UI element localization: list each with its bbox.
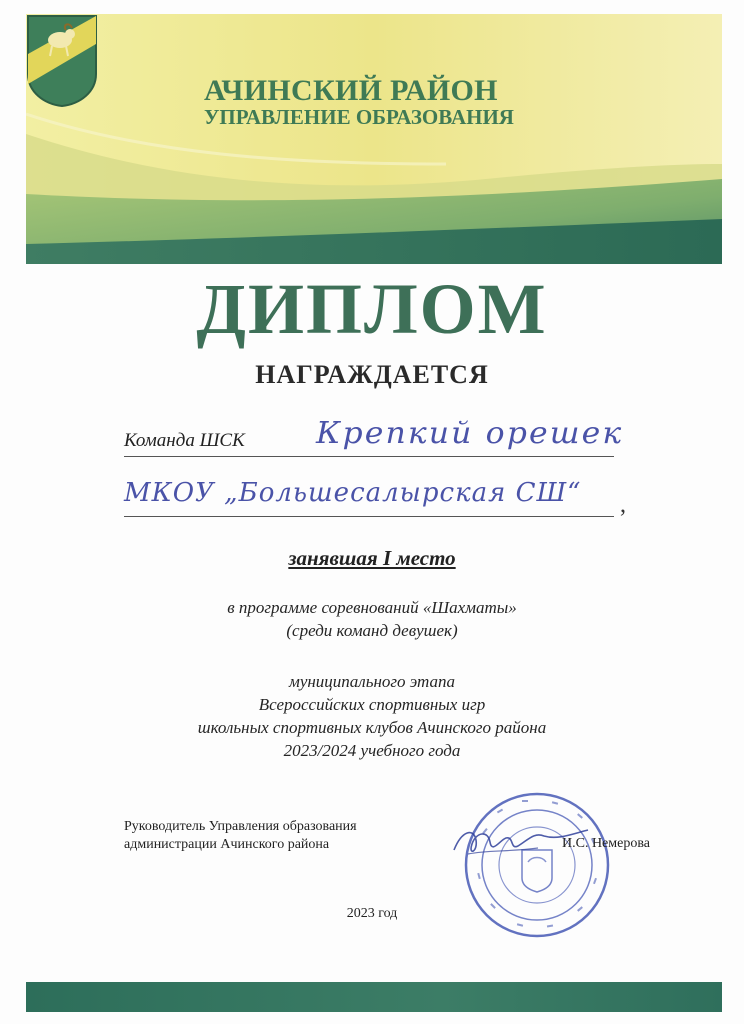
diploma-title: ДИПЛОМ xyxy=(196,269,548,349)
ram-coat-of-arms-icon xyxy=(26,14,98,108)
signatory-position xyxy=(124,818,357,854)
header-banner xyxy=(26,14,722,264)
stage-block xyxy=(0,670,744,762)
footer-bar xyxy=(26,982,722,1012)
competition-line-2: (среди команд девушек) xyxy=(286,621,458,640)
school-name-handwritten: МКОУ „Большесалырская СШ“ xyxy=(124,478,582,508)
competition-block xyxy=(0,596,744,642)
signatory-name: И.С. Немерова xyxy=(562,836,650,851)
org-department: УПРАВЛЕНИЕ ОБРАЗОВАНИЯ xyxy=(204,105,514,129)
place-value: занявшая I место xyxy=(288,546,456,570)
stage-line-1: муниципального этапа xyxy=(288,672,456,691)
banner-background xyxy=(26,14,722,264)
team-label: Команда ШСК xyxy=(124,430,245,451)
issue-year: 2023 год xyxy=(346,906,398,921)
place-text xyxy=(0,546,744,571)
signatory-position-line-1: Руководитель Управления образования xyxy=(124,819,357,834)
stage-line-4: 2023/2024 учебного года xyxy=(283,741,461,760)
team-name-handwritten: Крепкий орешек xyxy=(316,416,624,451)
team-line xyxy=(124,416,624,457)
trailing-comma: , xyxy=(620,492,626,518)
stage-line-2: Всероссийских спортивных игр xyxy=(258,695,486,714)
signatory-position-line-2: администрации Ачинского района xyxy=(124,837,330,852)
competition-line-1: в программе соревнований «Шахматы» xyxy=(227,598,517,617)
stage-line-3: школьных спортивных клубов Ачинского района xyxy=(197,718,547,737)
school-line xyxy=(124,478,614,517)
awarded-label: НАГРАЖДАЕТСЯ xyxy=(255,360,489,389)
org-name: АЧИНСКИЙ РАЙОН xyxy=(204,74,498,107)
